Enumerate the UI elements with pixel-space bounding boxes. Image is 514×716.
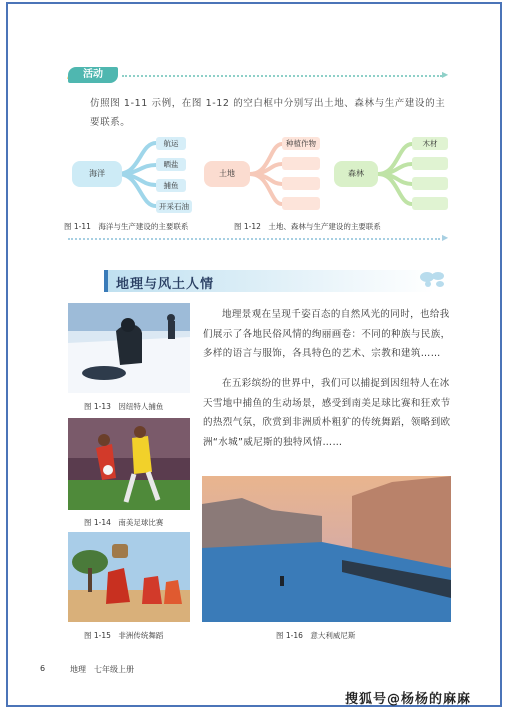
section-divider [68, 238, 440, 240]
arrow-right-icon: ▶ [442, 233, 449, 242]
diagram-112-land-leaf [282, 197, 320, 210]
activity-divider [122, 75, 442, 77]
diagram-111-center: 海洋 [72, 161, 122, 187]
figure-112-caption: 图 1-12 土地、森林与生产建设的主要联系 [234, 222, 381, 231]
diagram-111-leaf: 捕鱼 [156, 179, 186, 192]
activity-badge: 活动 [68, 67, 118, 83]
figure-114-caption: 图 1-14 南美足球比赛 [84, 518, 164, 527]
page-number: 6 [40, 664, 46, 673]
diagram-112-forest-leaf [412, 177, 448, 190]
diagram-111-leaf: 开采石油 [156, 200, 192, 213]
activity-instruction: 仿照图 1-11 示例，在图 1-12 的空白框中分别写出土地、森林与生产建设的主要联系。 [90, 98, 446, 128]
diagram-112-forest-leaf: 木材 [412, 137, 448, 150]
diagram-112-forest-leaf [412, 197, 448, 210]
diagram-112-forest-leaf [412, 157, 448, 170]
photo-inuit-fishing [68, 303, 190, 393]
book-title: 地理 七年级上册 [70, 665, 134, 674]
photo-south-america-football [68, 418, 190, 510]
diagram-112-land-center: 土地 [204, 161, 250, 187]
diagram-111-leaf: 航运 [156, 137, 186, 150]
body-paragraph-2: 在五彩缤纷的世界中，我们可以捕捉到因纽特人在冰天雪地中捕鱼的生动场景，感受到南美足球比赛和狂欢节的热烈气氛，欣赏到非洲质朴粗犷的传统舞蹈，领略到欧洲“水城”威尼斯的独特风情…… [203, 378, 451, 448]
world-map-icon [418, 268, 448, 290]
photo-african-dance [68, 532, 190, 622]
figure-116-caption: 图 1-16 意大利威尼斯 [276, 631, 356, 640]
watermark-text: 搜狐号@杨杨的麻麻 [345, 692, 472, 707]
diagram-111-leaf: 晒盐 [156, 158, 186, 171]
diagram-112-land-leaf [282, 157, 320, 170]
figure-111-caption: 图 1-11 海洋与生产建设的主要联系 [64, 222, 189, 231]
diagram-112-forest-center: 森林 [334, 161, 378, 187]
diagram-112-land-leaf: 种植作物 [282, 137, 320, 150]
arrow-right-icon: ▶ [442, 70, 449, 79]
body-paragraph-1: 地理景观在呈现千姿百态的自然风光的同时，也给我们展示了各地民俗风情的绚丽画卷：不同的种族与民族，多样的语言与服饰，各具特色的艺术、宗教和建筑…… [203, 309, 451, 359]
photo-venice [202, 476, 451, 622]
diagram-112-land-leaf [282, 177, 320, 190]
figure-113-caption: 图 1-13 因纽特人捕鱼 [84, 402, 164, 411]
section-title: 地理与风土人情 [116, 277, 215, 292]
figure-115-caption: 图 1-15 非洲传统舞蹈 [84, 631, 164, 640]
